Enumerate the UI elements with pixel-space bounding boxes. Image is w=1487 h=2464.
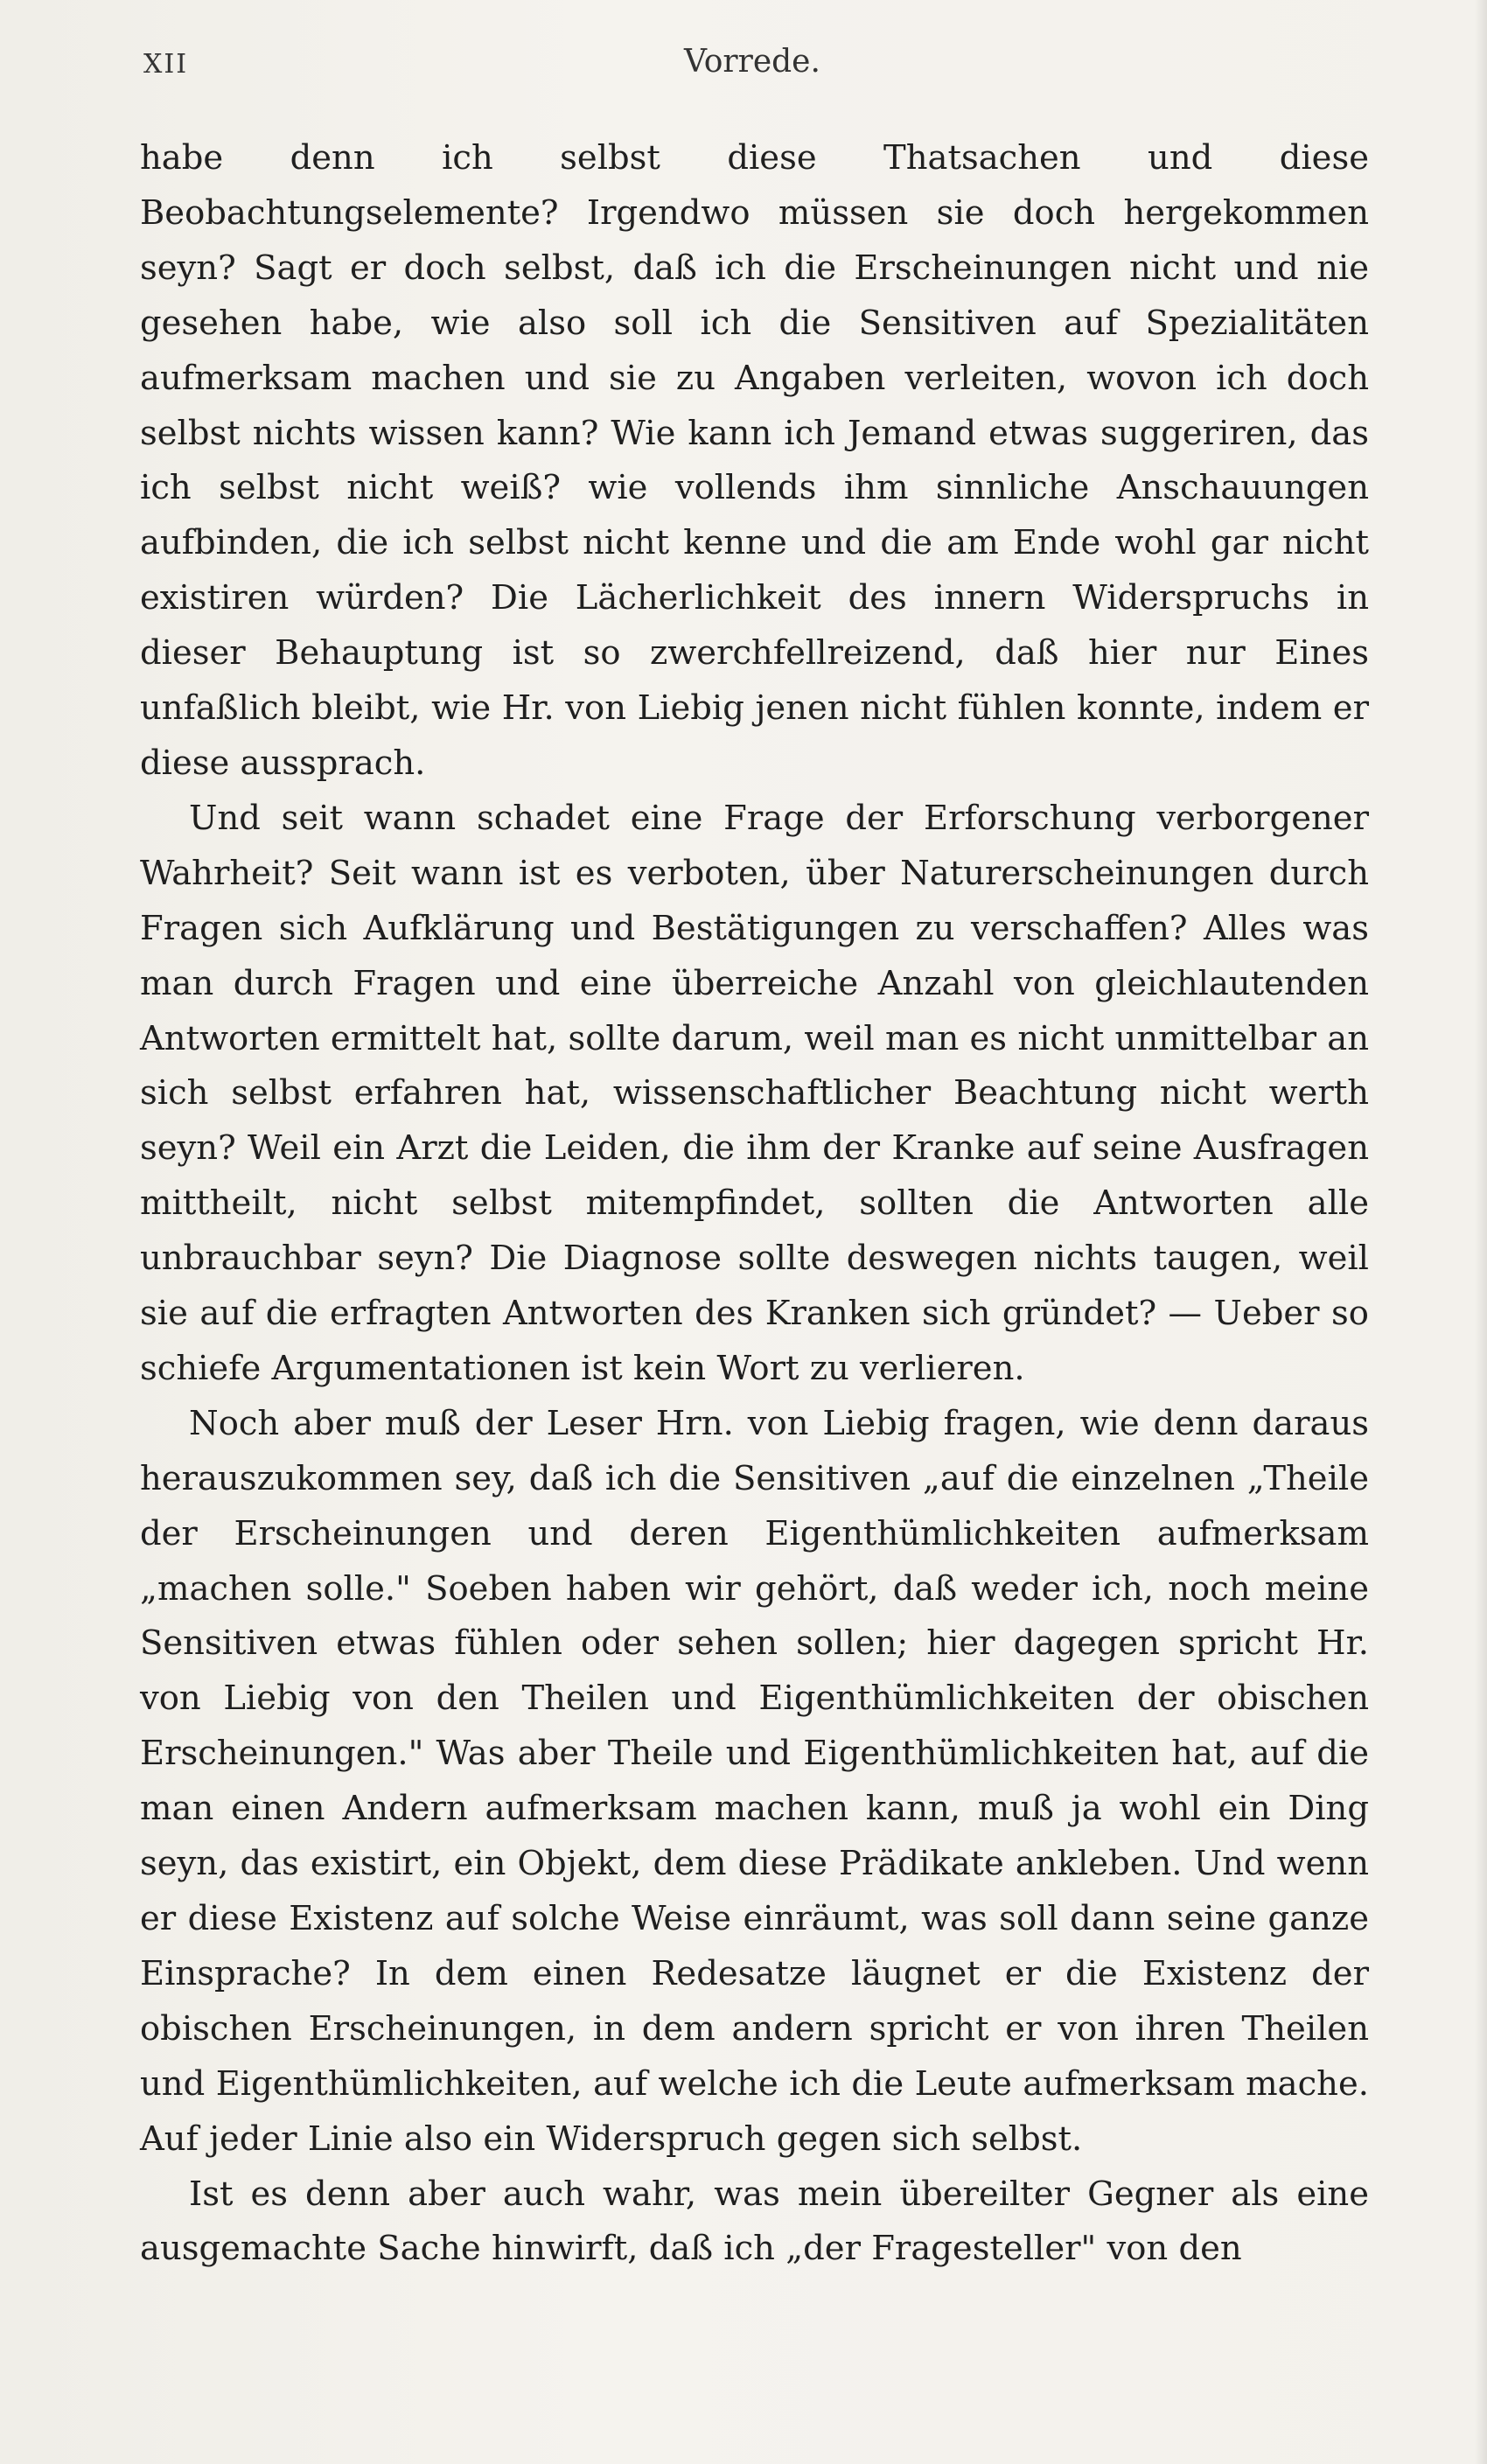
paragraph-2: Und seit wann schadet eine Frage der Erforschung verborgener Wahrheit? Seit wann ist es verboten, über Naturerscheinungen durch Fragen sich Aufklärung und Bestätigungen zu verschaffen? Alles was man durch Fragen und eine überreiche Anzahl von gleichlautenden Antworten ermittelt hat, sollte darum, weil man es nicht unmittelbar an sich selbst erfahren hat, wissenschaftlicher Beachtung nicht werth seyn? Weil ein Arzt die Leiden, die ihm der Kranke auf seine Ausfragen mittheilt, nicht selbst mitempfindet, sollten die Antworten alle unbrauchbar seyn? Die Diagnose sollte deswegen nichts taugen, weil sie auf die erfragten Antworten des Kranken sich gründet? — Ueber so schiefe Argumentationen ist kein Wort zu verlieren. xyxy=(140,798,1369,1388)
running-head: Vorrede. xyxy=(684,44,820,80)
paragraph-4: Ist es denn aber auch wahr, was mein übereilter Gegner als eine ausgemachte Sache hinwirft, daß ich „der Fragesteller" von den xyxy=(140,2174,1369,2269)
body-text xyxy=(140,131,1369,2277)
paragraph-3: Noch aber muß der Leser Hrn. von Liebig fragen, wie denn daraus herauszukommen sey, daß ich die Sensitiven „auf die einzelnen „Theile der Erscheinungen und deren Eigenthümlichkeiten aufmerksam „machen solle." Soeben haben wir gehört, daß weder ich, noch meine Sensitiven etwas fühlen oder sehen sollen; hier dagegen spricht Hr. von Liebig von den Theilen und Eigenthümlichkeiten der obischen Erscheinungen." Was aber Theile und Eigenthümlichkeiten hat, auf die man einen Andern aufmerksam machen kann, muß ja wohl ein Ding seyn, das existirt, ein Objekt, dem diese Prädikate ankleben. Und wenn er diese Existenz auf solche Weise einräumt, was soll dann seine ganze Einsprache? In dem einen Redesatze läugnet er die Existenz der obischen Erscheinungen, in dem andern spricht er von ihren Theilen und Eigenthümlichkeiten, auf welche ich die Leute aufmerksam mache. Auf jeder Linie also ein Widerspruch gegen sich selbst. xyxy=(140,1403,1369,2159)
page-edge-shadow xyxy=(1475,0,1487,2464)
page-number: XII xyxy=(143,49,189,80)
page-header xyxy=(140,35,1365,87)
paragraph-1: habe denn ich selbst diese Thatsachen und diese Beobachtungselemente? Irgendwo müssen sie doch hergekommen seyn? Sagt er doch selbst, daß ich die Erscheinungen nicht und nie gesehen habe, wie also soll ich die Sensitiven auf Spezialitäten aufmerksam machen und sie zu Angaben verleiten, wovon ich doch selbst nichts wissen kann? Wie kann ich Jemand etwas suggeriren, das ich selbst nicht weiß? wie vollends ihm sinnliche Anschauungen aufbinden, die ich selbst nicht kenne und die am Ende wohl gar nicht existiren würden? Die Lächerlichkeit des innern Widerspruchs in dieser Behauptung ist so zwerchfellreizend, daß hier nur Eines unfaßlich bleibt, wie Hr. von Liebig jenen nicht fühlen konnte, indem er diese aussprach. xyxy=(140,138,1369,783)
